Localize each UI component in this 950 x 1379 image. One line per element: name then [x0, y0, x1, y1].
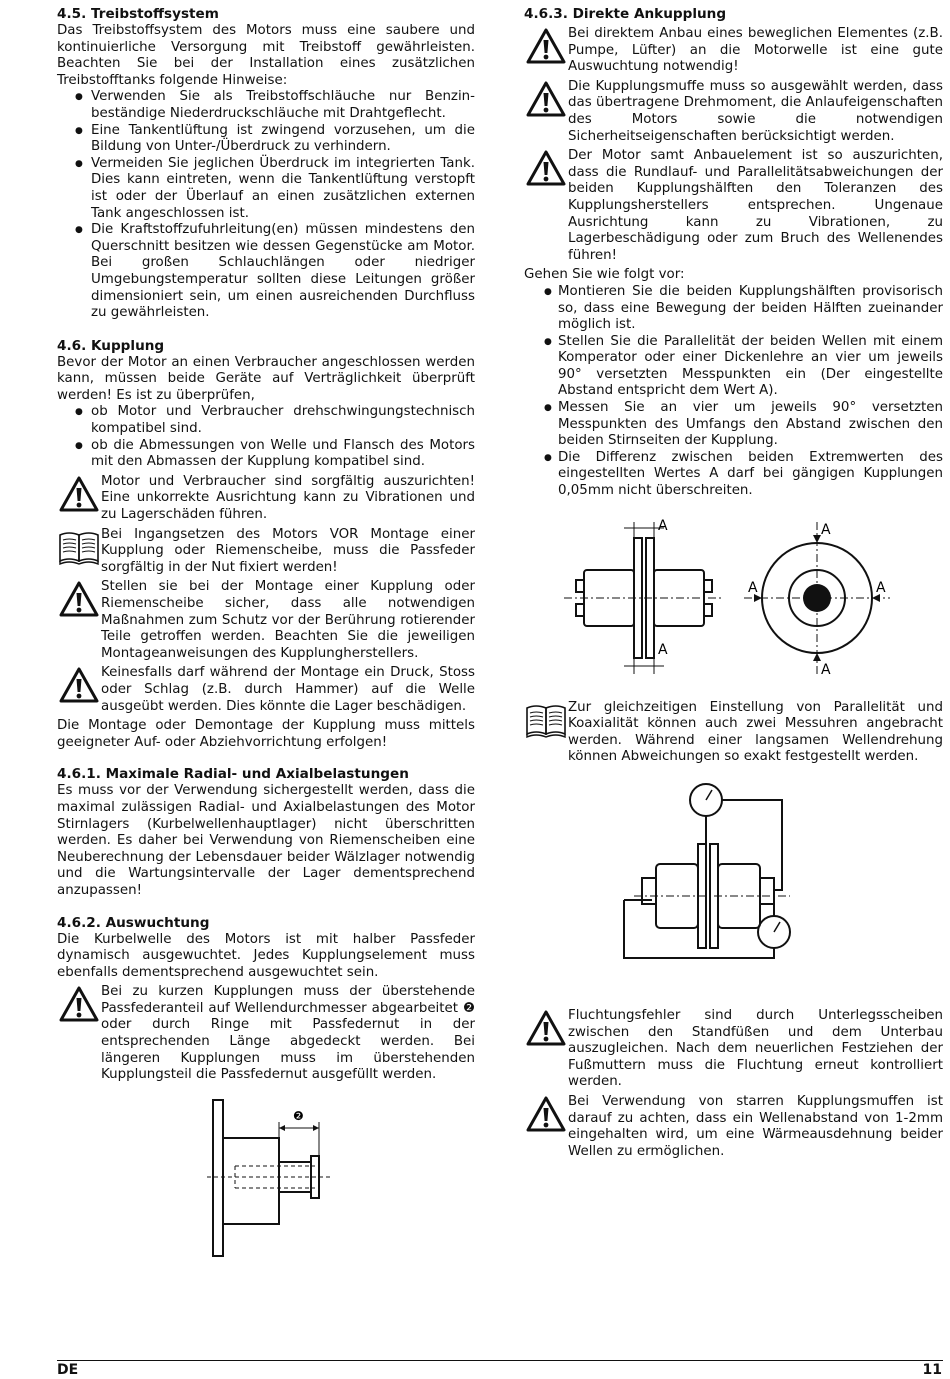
paragraph: Bevor der Motor an einen Verbraucher angeschlossen werden kann, müssen beide Geräte auf Verträglichkeit überprüft werden! Es ist zu überprüfen,	[57, 354, 475, 403]
warning-triangle-icon	[57, 581, 101, 617]
bullet-list	[57, 404, 475, 470]
coupling-alignment-figure	[534, 518, 934, 678]
warning-note	[524, 79, 943, 145]
list-item: ● Verwenden Sie als Treibstoffschläuche nur Benzin-beständige Niederdruckschläuche mit Drahtgeflecht.	[57, 89, 475, 122]
info-note	[524, 700, 943, 766]
dimension-label: A	[875, 579, 886, 596]
dial-gauge-figure	[614, 780, 854, 980]
note-text: Die Kupplungsmuffe muss so ausgewählt werden, dass das übertragene Drehmoment, die Anlaufeigenschaften des Motors sowie die notwendigen Sicherheitseigenschaften berücksichtigt werden.	[568, 78, 943, 144]
warning-triangle-icon	[57, 986, 101, 1022]
section-title-4-6-3: 4.6.3. Direkte Ankupplung	[524, 6, 727, 22]
note-text: Motor und Verbraucher sind sorgfältig auszurichten! Eine unkorrekte Ausrichtung kann zu Vibrationen und zu Lagerschäden führen.	[101, 473, 475, 523]
section-title-4-6-2: 4.6.2. Auswuchtung	[57, 914, 210, 931]
warning-triangle-icon	[524, 1010, 568, 1046]
info-note	[57, 527, 475, 577]
warning-triangle-icon	[524, 1096, 568, 1132]
warning-triangle-icon	[524, 81, 568, 117]
note-text: Keinesfalls darf während der Montage ein Druck, Stoss oder Schlag (z.B. durch Hammer) auf die Welle ausgeübt werden. Dies könnte die Lager beschädigen.	[101, 665, 475, 714]
paragraph: Es muss vor der Verwendung sichergestellt werden, dass die maximal zulässigen Radial- und Axialbelastungen des Motor Stirnlagers (Kurbelwellenhauptlager) nicht überschritten werden. Es daher bei Verwendung von Riemenscheiben eine Neuberechnung der Lebensdauer beider Wälzlager notwendig und die Wartungsintervalle der Lager dementsprechend anzupassen!	[57, 783, 475, 898]
left-column	[57, 6, 475, 1258]
dimension-marker: ❷	[293, 1108, 304, 1123]
list-item: ● Die Differenz zwischen beiden Extremwerten des eingestellten Wertes A darf bei gängigen Kupplungen 0,05mm nicht überschreiten.	[524, 450, 943, 500]
warning-note	[524, 1008, 943, 1091]
section-title-4-6-1: 4.6.1. Maximale Radial- und Axialbelastungen	[57, 766, 409, 783]
dimension-label: A	[747, 579, 758, 596]
note-text: Bei direktem Anbau eines beweglichen Elementes (z.B. Pumpe, Lüfter) an die Motorwelle ist eine gute Auswuchtung notwendig!	[568, 26, 943, 75]
warning-note	[57, 984, 475, 1084]
note-text: Bei Verwendung von starren Kupplungsmuffen ist darauf zu achten, dass ein Wellenabstand von 1-2mm eingehalten wird, um eine Wärmeausdehnung beider Wellen zu ermöglichen.	[568, 1093, 943, 1159]
list-item: ● Die Kraftstoffzufuhrleitung(en) müssen mindestens den Querschnitt besitzen wie dessen Gegenstücke am Motor. Bei großen Schlauchlängen oder niedriger Umgebungstemperatur sollten diese Leitungen größer dimensioniert sein, um einen ausreichenden Durchfluss zu gewährleisten.	[57, 222, 475, 322]
warning-note	[57, 474, 475, 524]
note-text: Bei Ingangsetzen des Motors VOR Montage einer Kupplung oder Riemenscheibe, muss die Passfeder sorgfältig in der Nut fixiert werden!	[101, 526, 475, 575]
dimension-label: A	[820, 521, 831, 538]
list-item: ● Montieren Sie die beiden Kupplungshälften provisorisch so, dass eine Bewegung der beiden Hälften zueinander möglich ist.	[524, 284, 943, 334]
dimension-label: A	[657, 641, 668, 658]
page-number: 11	[922, 1362, 942, 1378]
warning-note	[524, 26, 943, 76]
warning-triangle-icon	[524, 28, 568, 64]
warning-note	[524, 1094, 943, 1160]
shaft-key-figure	[197, 1098, 347, 1258]
open-book-icon	[57, 529, 101, 565]
warning-note	[57, 579, 475, 662]
list-item: ● ob Motor und Verbraucher drehschwingungstechnisch kompatibel sind.	[57, 404, 475, 437]
paragraph: Die Montage oder Demontage der Kupplung muss mittels geeigneter Auf- oder Abziehvorrichtung erfolgen!	[57, 718, 475, 750]
dimension-label: A	[820, 661, 831, 678]
note-text: Stellen sie bei der Montage einer Kupplung oder Riemenscheibe sicher, dass alle notwendigen Maßnahmen zum Schutz vor der Berührung rotierender Teile getroffen werden. Beachten Sie die jeweiligen Montageanweisungen des Kupplungherstellers.	[101, 579, 475, 661]
list-item: ● Messen Sie an vier um jeweils 90° versetzten Messpunkten des Umfangs den Abstand zwischen den beiden Stirnseiten der Kupplung.	[524, 400, 943, 450]
warning-triangle-icon	[57, 667, 101, 703]
bullet-list	[57, 89, 475, 321]
list-item: ● ob die Abmessungen von Welle und Flansch des Motors mit den Abmassen der Kupplung kompatibel sind.	[57, 438, 475, 471]
note-text: Bei zu kurzen Kupplungen muss der überstehende Passfederanteil auf Wellendurchmesser abgearbeitet ❷ oder durch Ringe mit Passfedernut in der entsprechenden Länge abgedeckt werden. Bei längeren Kupplungen muss im überstehenden Kupplungsteil die Passfedernut ausgefüllt werden.	[101, 984, 475, 1083]
list-item: ● Stellen Sie die Parallelität der beiden Wellen mit einem Komperator oder einer Dickenlehre an vier um jeweils 90° versetzten Messpunkten ein (Der eingestellte Abstand entspricht dem Wert A).	[524, 334, 943, 400]
open-book-icon	[524, 702, 568, 738]
note-text: Der Motor samt Anbauelement ist so auszurichten, dass die Rundlauf- und Parallelitätsabweichungen der beiden Kupplungshälften den Toleranzen des Kupplungsherstellers entsprechen. Ungenaue Ausrichtung kann zu Vibrationen, zu Lagerbeschädigung oder zum Bruch des Wellenendes führen!	[568, 148, 943, 263]
list-item: ● Eine Tankentlüftung ist zwingend vorzusehen, um die Bildung von Unter-/Überdruck zu verhindern.	[57, 123, 475, 156]
dimension-label: A	[657, 517, 668, 534]
footer-language: DE	[57, 1362, 79, 1378]
footer-divider	[57, 1360, 943, 1361]
paragraph: Das Treibstoffsystem des Motors muss eine saubere und kontinuierliche Versorgung mit Treibstoff gewährleisten. Beachten Sie bei der Installation eines zusätzlichen Treibstofftanks folgende Hinweise:	[57, 23, 475, 88]
paragraph: Gehen Sie wie folgt vor:	[524, 267, 685, 283]
warning-note	[57, 665, 475, 715]
section-title-4-6: 4.6. Kupplung	[57, 337, 165, 354]
warning-triangle-icon	[57, 476, 101, 512]
right-column	[524, 6, 943, 1160]
warning-note	[524, 148, 943, 264]
note-text: Fluchtungsfehler sind durch Unterlegsscheiben zwischen den Standfüßen und dem Unterbau auszugleichen. Nach dem neuerlichen Festziehen der Fußmuttern muss die Fluchtung erneut kontrolliert werden.	[568, 1008, 943, 1090]
bullet-list	[524, 284, 943, 500]
paragraph: Die Kurbelwelle des Motors ist mit halber Passfeder dynamisch ausgewuchtet. Jedes Kupplungselement muss ebenfalls dementsprechend ausgewuchtet sein.	[57, 931, 475, 980]
warning-triangle-icon	[524, 150, 568, 186]
list-item: ● Vermeiden Sie jeglichen Überdruck im integrierten Tank. Dies kann eintreten, wenn die Tankentlüftung verstopft ist oder der Überlauf an einen zusätzlichen externen Tank angeschlossen ist.	[57, 156, 475, 222]
note-text: Zur gleichzeitigen Einstellung von Parallelität und Koaxialität können auch zwei Messuhren angebracht werden. Während einer langsamen Wellendrehung können Abweichungen so exakt festgestellt werden.	[568, 699, 943, 765]
section-title-4-5: 4.5. Treibstoffsystem	[57, 6, 219, 22]
